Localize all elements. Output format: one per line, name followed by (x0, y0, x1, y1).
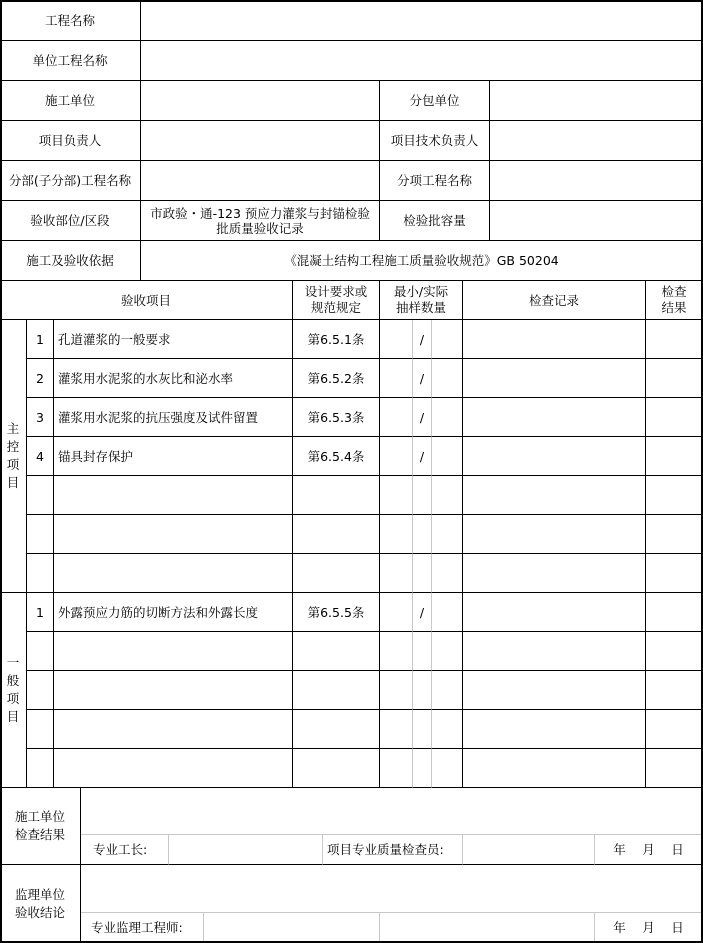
item-name (54, 476, 293, 515)
item-no (27, 671, 54, 710)
item-no (27, 554, 54, 593)
general-char: 项 (6, 691, 20, 706)
col-result-line2: 结果 (661, 300, 687, 315)
item-clause (293, 749, 380, 788)
qc-inspector-label: 项目专业质量检查员: (323, 835, 463, 865)
sample-min[interactable] (380, 476, 413, 515)
sample-min[interactable] (380, 320, 413, 359)
check-record[interactable] (463, 749, 646, 788)
check-result[interactable] (646, 437, 703, 476)
check-result[interactable] (646, 554, 703, 593)
check-record[interactable] (463, 593, 646, 632)
check-result[interactable] (646, 476, 703, 515)
sample-min[interactable] (380, 398, 413, 437)
general-char: 一 (6, 655, 20, 670)
location-label: 验收部位/区段 (0, 201, 141, 241)
check-record[interactable] (463, 515, 646, 554)
item-clause: 第6.5.1条 (293, 320, 380, 359)
check-result[interactable] (646, 320, 703, 359)
sample-extra[interactable] (432, 749, 463, 788)
sample-actual[interactable]: / (413, 320, 432, 359)
sample-min[interactable] (380, 359, 413, 398)
supervisor-line1: 监理单位 (14, 886, 65, 902)
item-name (54, 515, 293, 554)
supervisor-label (0, 865, 81, 943)
qc-inspector-field[interactable] (463, 835, 595, 865)
check-record[interactable] (463, 554, 646, 593)
sample-actual[interactable] (413, 554, 432, 593)
item-no (27, 632, 54, 671)
engineer-field[interactable] (204, 913, 380, 943)
sample-extra[interactable] (432, 359, 463, 398)
sample-actual[interactable]: / (413, 437, 432, 476)
item-name: 锚具封存保护 (54, 437, 293, 476)
sample-min[interactable] (380, 437, 413, 476)
general-char: 般 (6, 673, 20, 688)
sample-actual[interactable] (413, 476, 432, 515)
check-record[interactable] (463, 671, 646, 710)
col-sample-line2: 抽样数量 (395, 300, 446, 315)
subitem-label: 分项工程名称 (380, 161, 490, 201)
unit-project-label: 单位工程名称 (0, 41, 141, 81)
foreman-field[interactable] (169, 835, 323, 865)
subcontractor-field[interactable] (490, 81, 703, 121)
contractor-result-label (0, 788, 81, 865)
contractor-result-field[interactable] (81, 788, 703, 835)
check-record[interactable] (463, 320, 646, 359)
batch-capacity-field[interactable] (490, 201, 703, 241)
main-control-char: 目 (6, 475, 20, 490)
engineer-blank (380, 913, 595, 943)
col-sample-line1: 最小/实际 (393, 284, 449, 299)
contractor-field[interactable] (141, 81, 380, 121)
check-result[interactable] (646, 632, 703, 671)
col-record-header: 检查记录 (463, 281, 646, 320)
tech-manager-label: 项目技术负责人 (380, 121, 490, 161)
sample-extra[interactable] (432, 632, 463, 671)
check-result[interactable] (646, 749, 703, 788)
main-control-char: 项 (6, 457, 20, 472)
foreman-label: 专业工长: (81, 835, 169, 865)
sample-extra[interactable] (432, 671, 463, 710)
check-record[interactable] (463, 476, 646, 515)
sample-min[interactable] (380, 710, 413, 749)
sample-extra[interactable] (432, 476, 463, 515)
item-clause (293, 515, 380, 554)
item-name (54, 749, 293, 788)
item-no (27, 476, 54, 515)
supervisor-line2: 验收结论 (14, 904, 65, 920)
check-record[interactable] (463, 632, 646, 671)
main-control-label (0, 320, 27, 593)
item-no: 4 (27, 437, 54, 476)
general-label (0, 593, 27, 788)
item-clause (293, 476, 380, 515)
sample-actual[interactable]: / (413, 593, 432, 632)
project-manager-field[interactable] (141, 121, 380, 161)
basis-label: 施工及验收依据 (0, 241, 141, 281)
subitem-field[interactable] (490, 161, 703, 201)
sample-extra[interactable] (432, 398, 463, 437)
division-label: 分部(子分部)工程名称 (0, 161, 141, 201)
item-clause (293, 710, 380, 749)
main-control-char: 主 (6, 421, 20, 436)
check-result[interactable] (646, 593, 703, 632)
contractor-label: 施工单位 (0, 81, 141, 121)
check-result[interactable] (646, 710, 703, 749)
item-name: 灌浆用水泥浆的水灰比和泌水率 (54, 359, 293, 398)
check-result[interactable] (646, 515, 703, 554)
item-clause: 第6.5.5条 (293, 593, 380, 632)
sample-min[interactable] (380, 671, 413, 710)
contractor-date[interactable]: 年 月 日 (595, 835, 703, 865)
item-clause (293, 632, 380, 671)
sample-actual[interactable] (413, 632, 432, 671)
col-design-header (293, 281, 380, 320)
sample-min[interactable] (380, 749, 413, 788)
sample-extra[interactable] (432, 515, 463, 554)
item-no: 1 (27, 593, 54, 632)
general-char: 目 (6, 709, 20, 724)
contractor-result-line2: 检查结果 (14, 827, 65, 842)
sample-extra[interactable] (432, 554, 463, 593)
sample-actual[interactable] (413, 671, 432, 710)
check-record[interactable] (463, 398, 646, 437)
item-name (54, 671, 293, 710)
item-no: 2 (27, 359, 54, 398)
sample-min[interactable] (380, 593, 413, 632)
item-name: 孔道灌浆的一般要求 (54, 320, 293, 359)
supervisor-conclusion-field[interactable] (81, 865, 703, 913)
engineer-label: 专业监理工程师: (81, 913, 204, 943)
col-item-header: 验收项目 (0, 281, 293, 320)
check-record[interactable] (463, 710, 646, 749)
item-no (27, 710, 54, 749)
check-result[interactable] (646, 671, 703, 710)
col-result-header (646, 281, 703, 320)
sample-min[interactable] (380, 554, 413, 593)
project-name-label: 工程名称 (0, 0, 141, 41)
col-design-line2: 规范规定 (310, 300, 361, 315)
form-title-line1: 市政验・通-123 预应力灌浆与封锚检验 (150, 205, 370, 221)
item-clause: 第6.5.4条 (293, 437, 380, 476)
col-result-line1: 检查 (661, 284, 687, 299)
item-no: 3 (27, 398, 54, 437)
sample-actual[interactable] (413, 749, 432, 788)
item-name: 灌浆用水泥浆的抗压强度及试件留置 (54, 398, 293, 437)
main-control-char: 控 (6, 439, 20, 454)
subcontractor-label: 分包单位 (380, 81, 490, 121)
sample-actual[interactable] (413, 515, 432, 554)
supervisor-date[interactable]: 年 月 日 (613, 920, 684, 935)
check-result[interactable] (646, 359, 703, 398)
sample-extra[interactable] (432, 593, 463, 632)
item-name (54, 554, 293, 593)
project-manager-label: 项目负责人 (0, 121, 141, 161)
sample-actual[interactable]: / (413, 398, 432, 437)
item-name: 外露预应力筋的切断方法和外露长度 (54, 593, 293, 632)
item-clause (293, 554, 380, 593)
item-no: 1 (27, 320, 54, 359)
unit-project-field[interactable] (141, 41, 703, 81)
division-field[interactable] (141, 161, 380, 201)
sample-actual[interactable] (413, 710, 432, 749)
item-name (54, 632, 293, 671)
item-no (27, 515, 54, 554)
contractor-result-line1: 施工单位 (14, 809, 65, 824)
sample-min[interactable] (380, 632, 413, 671)
sample-extra[interactable] (432, 710, 463, 749)
batch-capacity-label: 检验批容量 (380, 201, 490, 241)
sample-extra[interactable] (432, 437, 463, 476)
form-title (141, 201, 380, 241)
item-clause: 第6.5.2条 (293, 359, 380, 398)
check-record[interactable] (463, 437, 646, 476)
sample-extra[interactable] (432, 320, 463, 359)
item-no (27, 749, 54, 788)
item-clause (293, 671, 380, 710)
tech-manager-field[interactable] (490, 121, 703, 161)
basis-value: 《混凝土结构工程施工质量验收规范》GB 50204 (141, 241, 703, 281)
check-result[interactable] (646, 398, 703, 437)
item-clause: 第6.5.3条 (293, 398, 380, 437)
form-title-line2: 批质量验收记录 (216, 220, 304, 236)
sample-min[interactable] (380, 515, 413, 554)
sample-actual[interactable]: / (413, 359, 432, 398)
col-design-line1: 设计要求或 (304, 284, 368, 299)
check-record[interactable] (463, 359, 646, 398)
project-name-field[interactable] (141, 0, 703, 41)
item-name (54, 710, 293, 749)
col-sample-header (380, 281, 463, 320)
